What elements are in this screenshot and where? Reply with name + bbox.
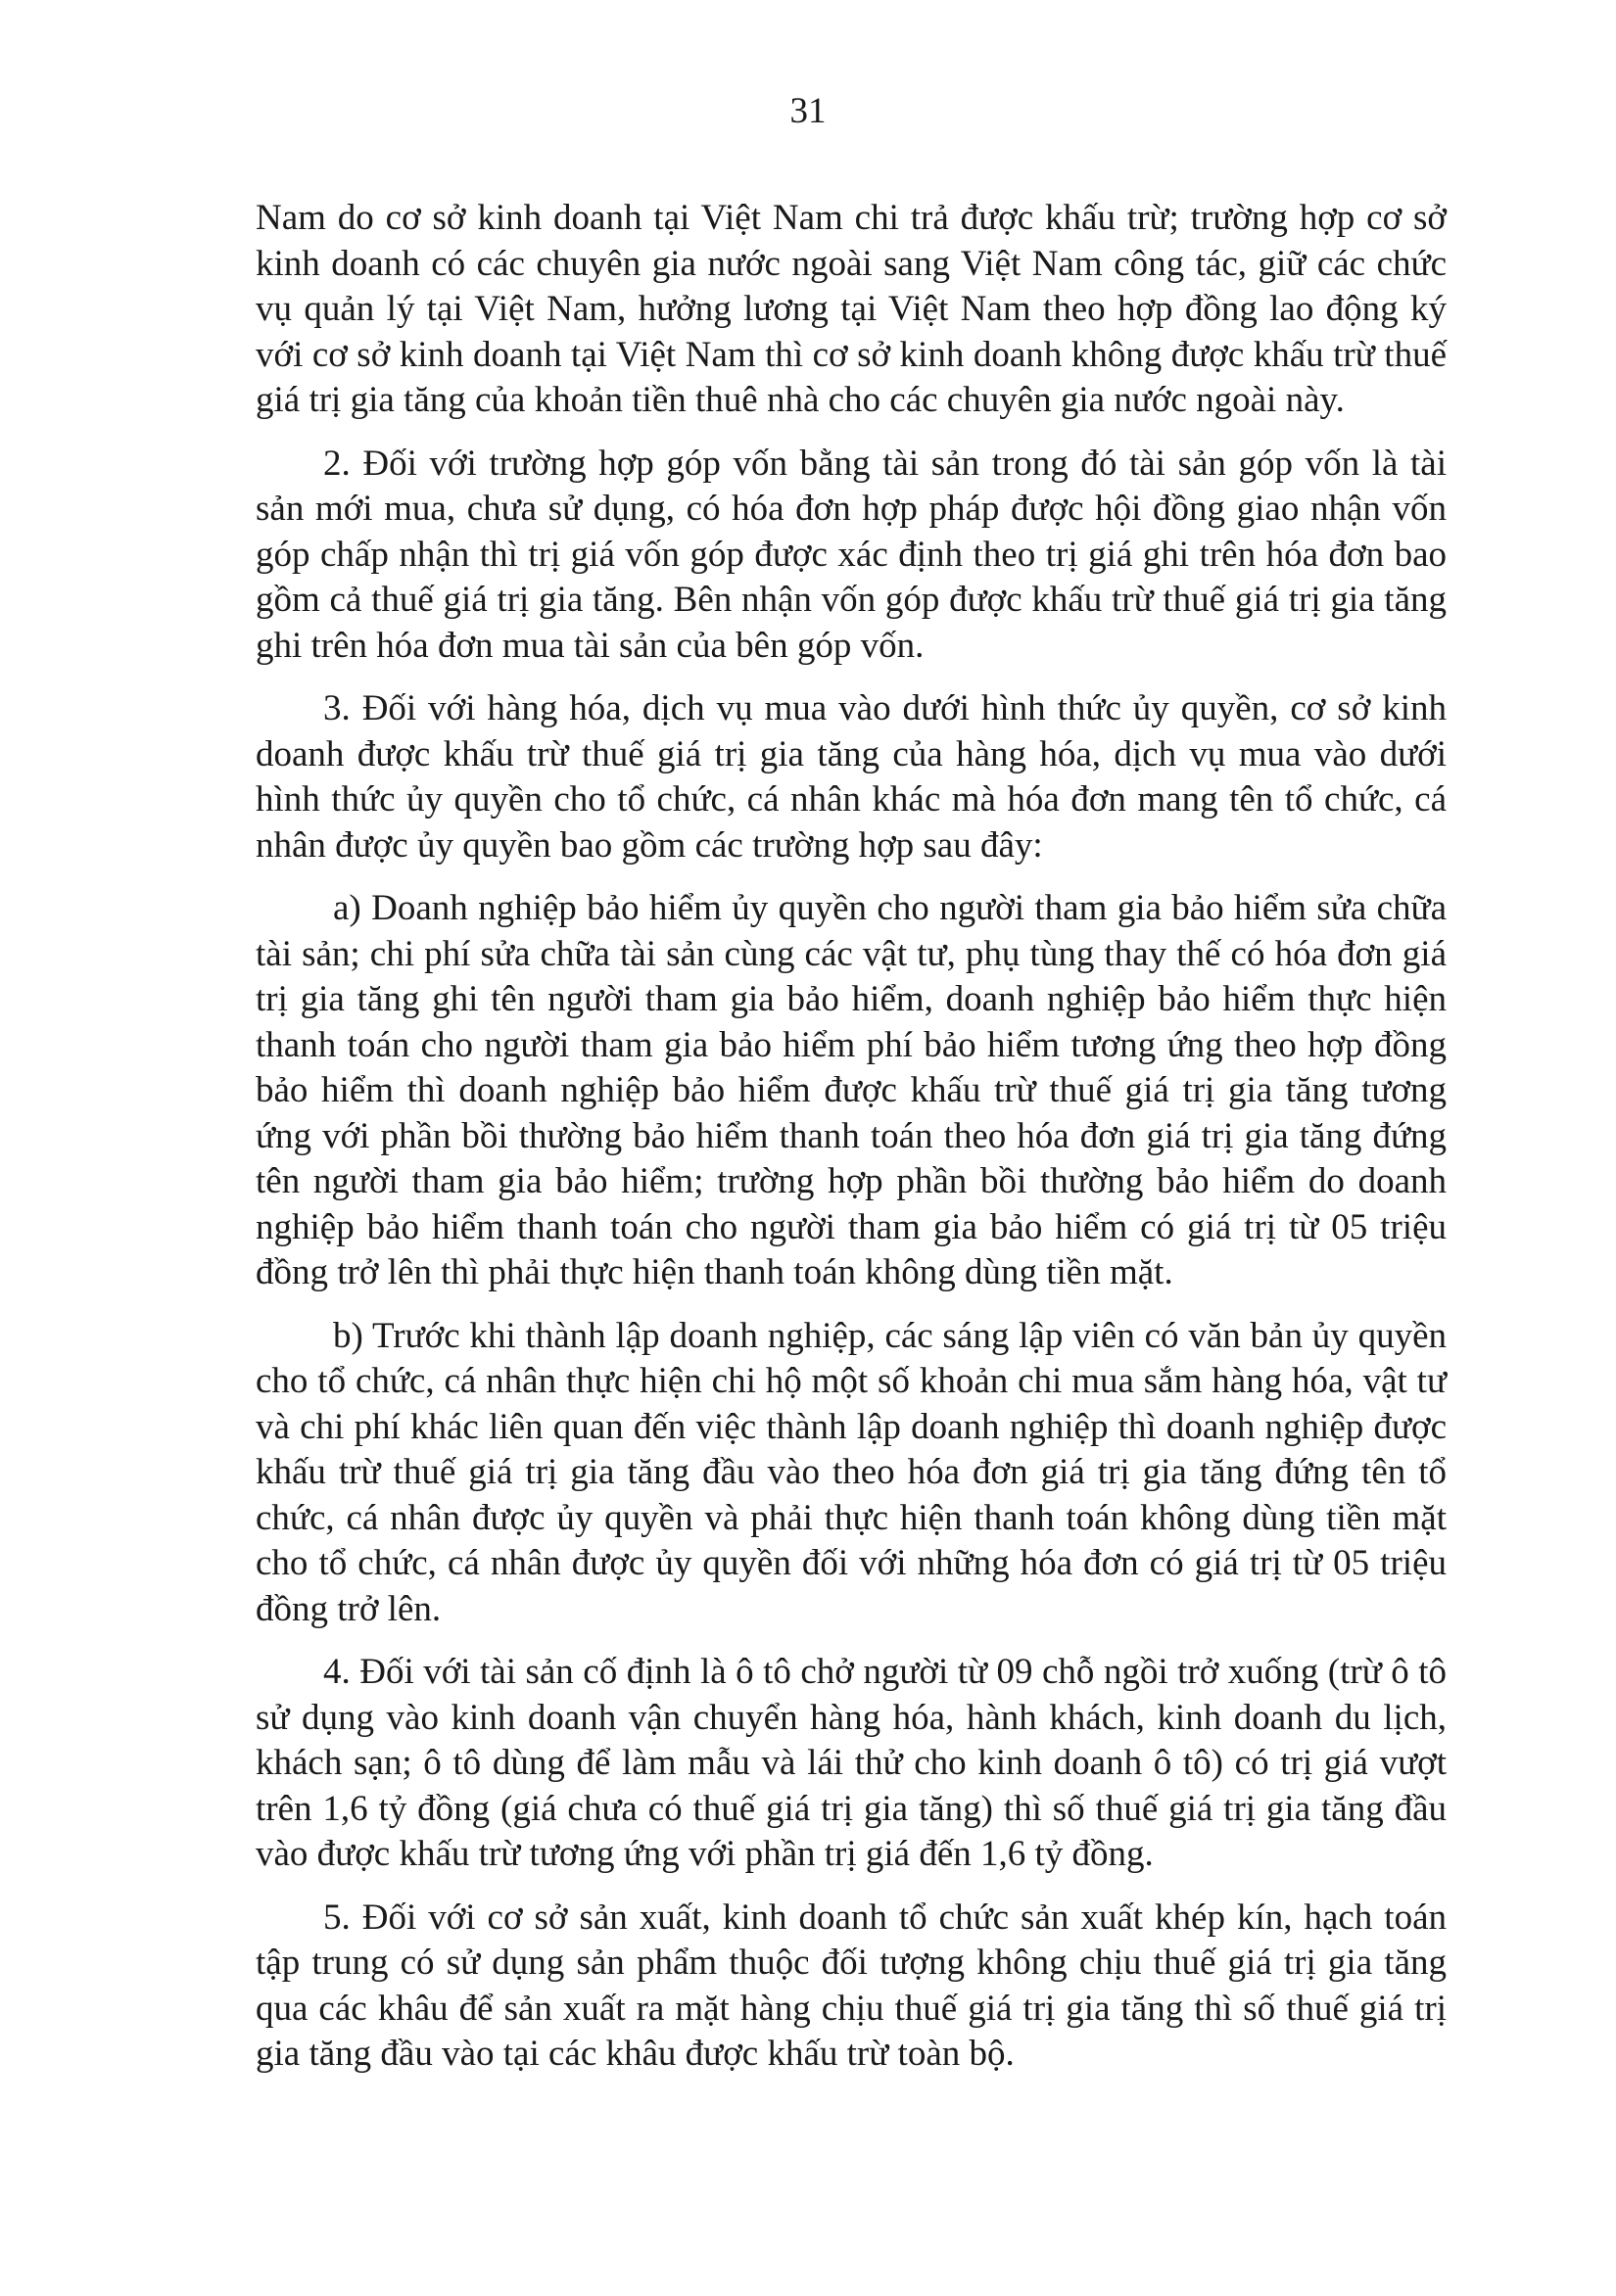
document-body xyxy=(256,196,1447,2095)
paragraph-clause-3b: b) Trước khi thành lập doanh nghiệp, các sáng lập viên có văn bản ủy quyền cho tổ chức, cá nhân thực hiện chi hộ một số khoản chi mua sắm hàng hóa, vật tư và chi phí khác liên quan đến việc thành lập doanh nghiệp thì doanh nghiệp được khấu trừ thuế giá trị gia tăng đầu vào theo hóa đơn giá trị gia tăng đứng tên tổ chức, cá nhân được ủy quyền và phải thực hiện thanh toán không dùng tiền mặt cho tổ chức, cá nhân được ủy quyền đối với những hóa đơn có giá trị từ 05 triệu đồng trở lên. xyxy=(256,1315,1447,1629)
paragraph-clause-4: 4. Đối với tài sản cố định là ô tô chở người từ 09 chỗ ngồi trở xuống (trừ ô tô sử dụng vào kinh doanh vận chuyển hàng hóa, hành khách, kinh doanh du lịch, khách sạn; ô tô dùng để làm mẫu và lái thử cho kinh doanh ô tô) có trị giá vượt trên 1,6 tỷ đồng (giá chưa có thuế giá trị gia tăng) thì số thuế giá trị gia tăng đầu vào được khấu trừ tương ứng với phần trị giá đến 1,6 tỷ đồng. xyxy=(256,1652,1447,1874)
paragraph-continuation: Nam do cơ sở kinh doanh tại Việt Nam chi trả được khấu trừ; trường hợp cơ sở kinh doanh có các chuyên gia nước ngoài sang Việt Nam công tác, giữ các chức vụ quản lý tại Việt Nam, hưởng lương tại Việt Nam theo hợp đồng lao động ký với cơ sở kinh doanh tại Việt Nam thì cơ sở kinh doanh không được khấu trừ thuế giá trị gia tăng của khoản tiền thuê nhà cho các chuyên gia nước ngoài này. xyxy=(256,198,1447,420)
paragraph-clause-5: 5. Đối với cơ sở sản xuất, kinh doanh tổ chức sản xuất khép kín, hạch toán tập trung có sử dụng sản phẩm thuộc đối tượng không chịu thuế giá trị gia tăng qua các khâu để sản xuất ra mặt hàng chịu thuế giá trị gia tăng thì số thuế giá trị gia tăng đầu vào tại các khâu được khấu trừ toàn bộ. xyxy=(256,1897,1447,2074)
paragraph-clause-3a: a) Doanh nghiệp bảo hiểm ủy quyền cho người tham gia bảo hiểm sửa chữa tài sản; chi phí sửa chữa tài sản cùng các vật tư, phụ tùng thay thế có hóa đơn giá trị gia tăng ghi tên người tham gia bảo hiểm, doanh nghiệp bảo hiểm thực hiện thanh toán cho người tham gia bảo hiểm phí bảo hiểm tương ứng theo hợp đồng bảo hiểm thì doanh nghiệp bảo hiểm được khấu trừ thuế giá trị gia tăng tương ứng với phần bồi thường bảo hiểm thanh toán theo hóa đơn giá trị gia tăng đứng tên người tham gia bảo hiểm; trường hợp phần bồi thường bảo hiểm do doanh nghiệp bảo hiểm thanh toán cho người tham gia bảo hiểm có giá trị từ 05 triệu đồng trở lên thì phải thực hiện thanh toán không dùng tiền mặt. xyxy=(256,888,1447,1292)
page-number: 31 xyxy=(789,91,827,131)
paragraph-clause-3: 3. Đối với hàng hóa, dịch vụ mua vào dưới hình thức ủy quyền, cơ sở kinh doanh được khấu trừ thuế giá trị gia tăng của hàng hóa, dịch vụ mua vào dưới hình thức ủy quyền cho tổ chức, cá nhân khác mà hóa đơn mang tên tổ chức, cá nhân được ủy quyền bao gồm các trường hợp sau đây: xyxy=(256,688,1447,866)
paragraph-clause-2: 2. Đối với trường hợp góp vốn bằng tài sản trong đó tài sản góp vốn là tài sản mới mua, chưa sử dụng, có hóa đơn hợp pháp được hội đồng giao nhận vốn góp chấp nhận thì trị giá vốn góp được xác định theo trị giá ghi trên hóa đơn bao gồm cả thuế giá trị gia tăng. Bên nhận vốn góp được khấu trừ thuế giá trị gia tăng ghi trên hóa đơn mua tài sản của bên góp vốn. xyxy=(256,443,1447,666)
